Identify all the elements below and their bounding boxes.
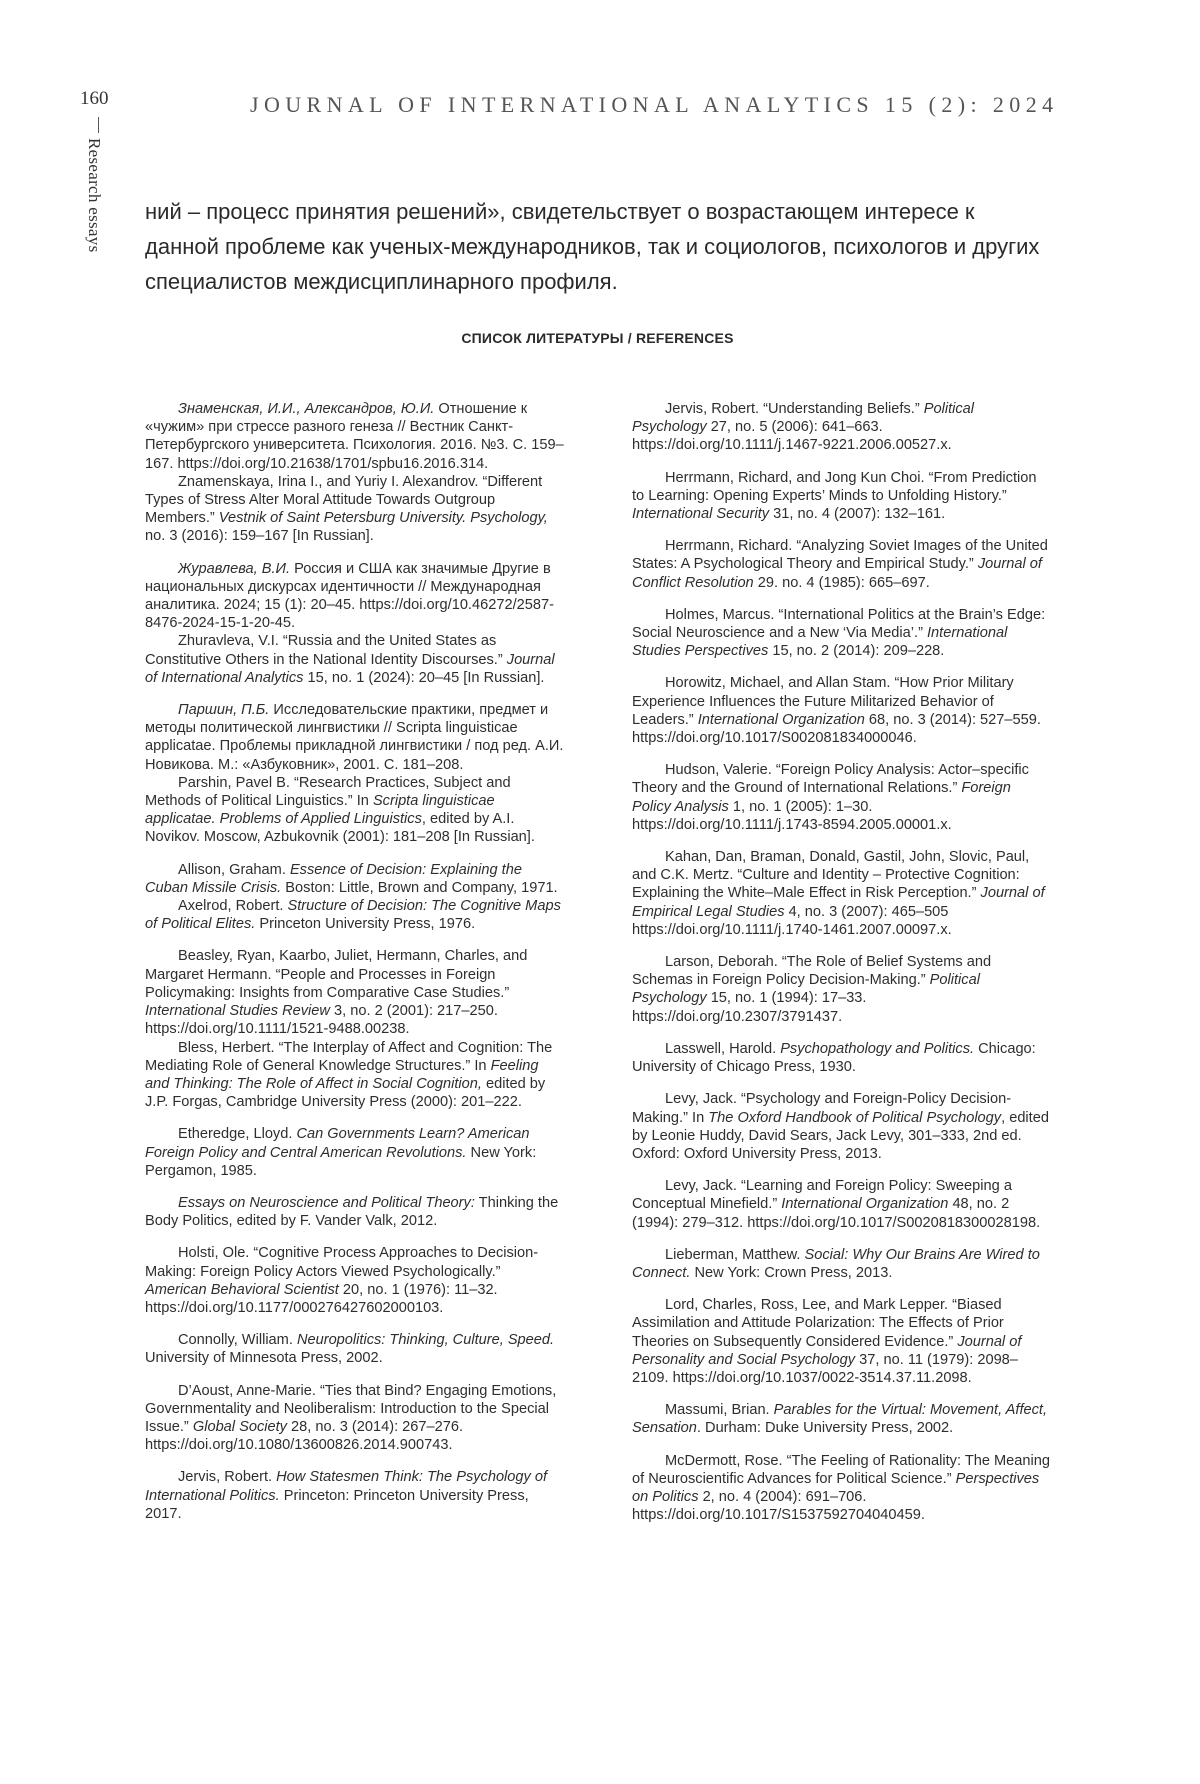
- reference-text: Boston: Little, Brown and Company, 1971.: [281, 879, 558, 896]
- reference-text: University of Minnesota Press, 2002.: [145, 1350, 383, 1367]
- reference-italic-text: Журавлева, В.И.: [178, 560, 291, 577]
- reference-entry: [145, 1244, 565, 1317]
- reference-text: Massumi, Brian.: [665, 1402, 774, 1419]
- reference-italic-text: Essays on Neuroscience and Political Theory:: [178, 1194, 475, 1211]
- reference-text: 37, no. 11 (1979): 2098–2109. https://doi.org/10.1037/0022-3514.37.11.2098.: [632, 1351, 1018, 1386]
- reference-entry: [632, 1452, 1052, 1525]
- reference-italic-text: International Studies Perspectives: [632, 625, 1008, 660]
- reference-entry: [145, 701, 565, 774]
- journal-running-header: JOURNAL OF INTERNATIONAL ANALYTICS 15 (2): 2024: [250, 92, 1059, 117]
- reference-text: 2, no. 4 (2004): 691–706. https://doi.org/10.1017/S1537592704040459.: [632, 1488, 925, 1524]
- reference-text: Princeton: Princeton University Press, 2017.: [145, 1487, 529, 1522]
- reference-entry: [632, 1401, 1052, 1437]
- reference-text: Parshin, Pavel B. “Research Practices, Subject and Methods of Political Linguistics.” In: [145, 774, 511, 810]
- reference-text: Etheredge, Lloyd.: [178, 1126, 297, 1143]
- reference-italic-text: Journal of Conflict Resolution: [632, 556, 1042, 591]
- reference-text: Holsti, Ole. “Cognitive Process Approaches to Decision-Making: Foreign Policy Actors Viewed Psychologically.”: [145, 1245, 539, 1280]
- reference-text: 4, no. 3 (2007): 465–505 https://doi.org/10.1111/j.1740-1461.2007.00097.x.: [632, 903, 952, 938]
- reference-text: Holmes, Marcus. “International Politics at the Brain’s Edge: Social Neuroscience and a New ‘Via Media’.”: [632, 606, 1046, 642]
- reference-entry: [145, 1382, 565, 1455]
- reference-italic-text: International Organization: [781, 1196, 949, 1213]
- reference-entry: [145, 947, 565, 1038]
- reference-text: Jervis, Robert. “Understanding Beliefs.”: [665, 401, 924, 417]
- reference-text: Allison, Graham.: [178, 861, 290, 878]
- reference-text: McDermott, Rose. “The Feeling of Rationality: The Meaning of Neuroscientific Advances for Political Science.”: [632, 1452, 1051, 1487]
- reference-entry: [632, 848, 1052, 939]
- reference-entry: [145, 1194, 565, 1230]
- side-rule: [98, 117, 99, 133]
- reference-italic-text: Structure of Decision: The Cognitive Maps of Political Elites.: [145, 898, 561, 933]
- reference-text: New York: Pergamon, 1985.: [145, 1144, 537, 1179]
- reference-text: 68, no. 3 (2014): 527–559. https://doi.org/10.1017/S002081834000046.: [632, 711, 1041, 747]
- reference-italic-text: Знаменская, И.И., Александров, Ю.И.: [178, 401, 435, 417]
- reference-entry: [145, 400, 565, 473]
- reference-text: D’Aoust, Anne-Marie. “Ties that Bind? Engaging Emotions, Governmentality and Neoliberalism: Introduction to the Special Issue.”: [145, 1382, 557, 1435]
- reference-italic-text: Political Psychology: [632, 401, 975, 436]
- reference-text: Jervis, Robert.: [178, 1469, 277, 1486]
- reference-text: 20, no. 1 (1976): 11–32. https://doi.org/10.1177/000276427602000103.: [145, 1281, 498, 1316]
- reference-text: , edited by A.I. Novikov. Moscow, Azbukovnik (2001): 181–208 [In Russian].: [145, 811, 535, 846]
- reference-entry: [632, 674, 1052, 747]
- reference-text: Исследовательские практики, предмет и методы политической лингвистики // Scripta linguisticae applicatae. Проблемы прикладной лингвистики / под ред. А.И. Новикова. М.: «Азбуковник», 2001. С. 181–208.: [145, 702, 564, 773]
- reference-italic-text: Perspectives on Politics: [632, 1470, 1040, 1505]
- reference-italic-text: Social: Why Our Brains Are Wired to Connect.: [632, 1246, 1040, 1281]
- reference-text: no. 3 (2016): 159–167 [In Russian].: [145, 528, 374, 545]
- reference-italic-text: Political Psychology: [632, 972, 980, 1007]
- reference-italic-text: American Behavioral Scientist: [145, 1281, 339, 1298]
- reference-entry: [145, 1468, 565, 1523]
- reference-text: Connolly, William.: [178, 1332, 297, 1349]
- reference-entry: [632, 537, 1052, 592]
- reference-text: Отношение к «чужим» при стрессе разного генеза // Вестник Санкт-Петербургского университета. Психология. 2016. №3. С. 159–167. https://doi.org/10.21638/1701/spbu16.2016.314.: [145, 401, 564, 472]
- reference-text: Herrmann, Richard, and Jong Kun Choi. “From Prediction to Learning: Opening Experts’ Minds to Unfolding History.”: [632, 469, 1037, 504]
- references-heading: СПИСОК ЛИТЕРАТУРЫ / REFERENCES: [461, 330, 734, 346]
- reference-text: Beasley, Ryan, Kaarbo, Juliet, Hermann, Charles, and Margaret Hermann. “People and Processes in Foreign Policymaking: Insights from Comparative Case Studies.”: [145, 948, 528, 1001]
- reference-italic-text: Vestnik of Saint Petersburg University. Psychology,: [218, 510, 548, 527]
- reference-text: Levy, Jack. “Learning and Foreign Policy: Sweeping a Conceptual Minefield.”: [632, 1178, 1012, 1213]
- reference-entry: [145, 774, 565, 847]
- reference-text: Hudson, Valerie. “Foreign Policy Analysis: Actor–specific Theory and the Ground of International Relations.”: [632, 762, 1029, 797]
- reference-text: 31, no. 4 (2007): 132–161.: [769, 506, 946, 523]
- reference-entry: [145, 1331, 565, 1367]
- reference-entry: [632, 761, 1052, 834]
- reference-entry: [632, 1296, 1052, 1387]
- reference-text: Larson, Deborah. “The Role of Belief Systems and Schemas in Foreign Policy Decision-Making.”: [632, 954, 992, 989]
- reference-entry: [145, 1125, 565, 1180]
- reference-text: Bless, Herbert. “The Interplay of Affect and Cognition: The Mediating Role of General Knowledge Structures.” In: [145, 1039, 553, 1074]
- reference-text: , edited by Leonie Huddy, David Sears, Jack Levy, 301–333, 2nd ed. Oxford: Oxford University Press, 2013.: [632, 1109, 1049, 1162]
- reference-text: Россия и США как значимые Другие в национальных дискурсах идентичности // Международная аналитика. 2024; 15 (1): 20–45. https://doi.org/10.46272/2587-8476-2024-15-1-20-45.: [145, 560, 554, 632]
- reference-entry: [145, 473, 565, 546]
- reference-text: Chicago: University of Chicago Press, 1930.: [632, 1040, 1036, 1076]
- reference-text: Lieberman, Matthew.: [665, 1246, 805, 1263]
- reference-text: 15, no. 1 (2024): 20–45 [In Russian].: [303, 669, 545, 686]
- reference-entry: [632, 1040, 1052, 1076]
- reference-text: Thinking the Body Politics, edited by F. Vander Valk, 2012.: [145, 1194, 559, 1230]
- reference-text: Levy, Jack. “Psychology and Foreign-Policy Decision-Making.” In: [632, 1091, 1012, 1126]
- reference-entry: [632, 1090, 1052, 1163]
- reference-text: Lord, Charles, Ross, Lee, and Mark Lepper. “Biased Assimilation and Attitude Polarization: The Effects of Prior Theories on Subsequently Considered Evidence.”: [632, 1297, 1004, 1350]
- references-right-column: [632, 400, 1052, 1524]
- reference-italic-text: International Studies Review: [145, 1003, 330, 1020]
- reference-text: Herrmann, Richard. “Analyzing Soviet Images of the United States: A Psychological Theory and Empirical Study.”: [632, 538, 1048, 573]
- reference-entry: [632, 1177, 1052, 1232]
- reference-italic-text: Feeling and Thinking: The Role of Affect in Social Cognition,: [145, 1057, 539, 1092]
- reference-text: 28, no. 3 (2014): 267–276. https://doi.org/10.1080/13600826.2014.900743.: [145, 1418, 464, 1454]
- reference-italic-text: Can Governments Learn? American Foreign Policy and Central American Revolutions.: [145, 1126, 530, 1161]
- reference-italic-text: The Oxford Handbook of Political Psychology: [708, 1109, 1002, 1126]
- reference-entry: [145, 861, 565, 897]
- reference-entry: [632, 953, 1052, 1026]
- reference-text: . Durham: Duke University Press, 2002.: [696, 1420, 954, 1437]
- reference-text: 3, no. 2 (2001): 217–250. https://doi.org/10.1111/1521-9488.00238.: [145, 1003, 498, 1038]
- reference-text: Horowitz, Michael, and Allan Stam. “How Prior Military Experience Influences the Future Militarized Behavior of Leaders.”: [632, 675, 1014, 728]
- reference-italic-text: Паршин, П.Б.: [178, 702, 270, 719]
- reference-text: 15, no. 2 (2014): 209–228.: [768, 643, 945, 660]
- reference-italic-text: Journal of International Analytics: [145, 651, 555, 686]
- reference-italic-text: International Security: [632, 506, 770, 523]
- section-side-label: Research essays: [85, 138, 104, 253]
- reference-italic-text: Psychopathology and Politics.: [780, 1040, 975, 1057]
- reference-italic-text: International Organization: [697, 711, 865, 728]
- reference-text: 15, no. 1 (1994): 17–33. https://doi.org/10.2307/3791437.: [632, 990, 867, 1025]
- reference-text: Princeton University Press, 1976.: [255, 916, 476, 933]
- reference-text: New York: Crown Press, 2013.: [690, 1264, 893, 1281]
- reference-entry: [145, 560, 565, 633]
- reference-entry: [632, 400, 1052, 455]
- reference-entry: [145, 1039, 565, 1112]
- reference-text: 29. no. 4 (1985): 665–697.: [753, 574, 930, 591]
- reference-text: 1, no. 1 (2005): 1–30. https://doi.org/10.1111/j.1743-8594.2005.00001.x.: [632, 798, 952, 833]
- reference-italic-text: Foreign Policy Analysis: [632, 780, 1011, 815]
- reference-italic-text: Essence of Decision: Explaining the Cuban Missile Crisis.: [145, 861, 522, 896]
- reference-italic-text: Global Society: [192, 1418, 287, 1435]
- references-left-column: [145, 400, 565, 1523]
- reference-text: 48, no. 2 (1994): 279–312. https://doi.org/10.1017/S0020818300028198.: [632, 1196, 1041, 1231]
- reference-text: edited by J.P. Forgas, Cambridge University Press (2000): 201–222.: [145, 1075, 546, 1111]
- reference-italic-text: Parables for the Virtual: Movement, Affect, Sensation: [632, 1402, 1048, 1437]
- reference-text: Axelrod, Robert.: [178, 898, 288, 915]
- page-number: 160: [80, 88, 109, 109]
- reference-text: Zhuravleva, V.I. “Russia and the United States as Constitutive Others in the National Identity Discourses.”: [145, 633, 507, 668]
- reference-entry: [632, 1246, 1052, 1282]
- reference-italic-text: Scripta linguisticae applicatae. Problems of Applied Linguistics: [145, 793, 495, 828]
- reference-entry: [632, 606, 1052, 661]
- reference-text: Lasswell, Harold.: [665, 1040, 781, 1057]
- reference-text: Znamenskaya, Irina I., and Yuriy I. Alexandrov. “Different Types of Stress Alter Moral Attitude Towards Outgroup Members.”: [145, 473, 543, 527]
- reference-entry: [145, 897, 565, 933]
- reference-text: Kahan, Dan, Braman, Donald, Gastil, John, Slovic, Paul, and C.K. Mertz. “Culture and Identity – Protective Cognition: Explaining the White–Male Effect in Risk Perception.”: [632, 849, 1030, 902]
- reference-italic-text: Neuropolitics: Thinking, Culture, Speed.: [296, 1332, 555, 1349]
- intro-paragraph: ний – процесс принятия решений», свидетельствует о возрастающем интересе к данной проблеме как ученых-международников, так и социологов, психологов и других специалистов междисциплинарного профиля.: [145, 199, 1040, 294]
- reference-italic-text: How Statesmen Think: The Psychology of International Politics.: [145, 1469, 548, 1504]
- reference-italic-text: Journal of Empirical Legal Studies: [632, 885, 1045, 920]
- reference-italic-text: Journal of Personality and Social Psychology: [632, 1333, 1022, 1368]
- reference-text: 27, no. 5 (2006): 641–663. https://doi.org/10.1111/j.1467-9221.2006.00527.x.: [632, 419, 952, 454]
- reference-entry: [632, 469, 1052, 524]
- reference-entry: [145, 632, 565, 687]
